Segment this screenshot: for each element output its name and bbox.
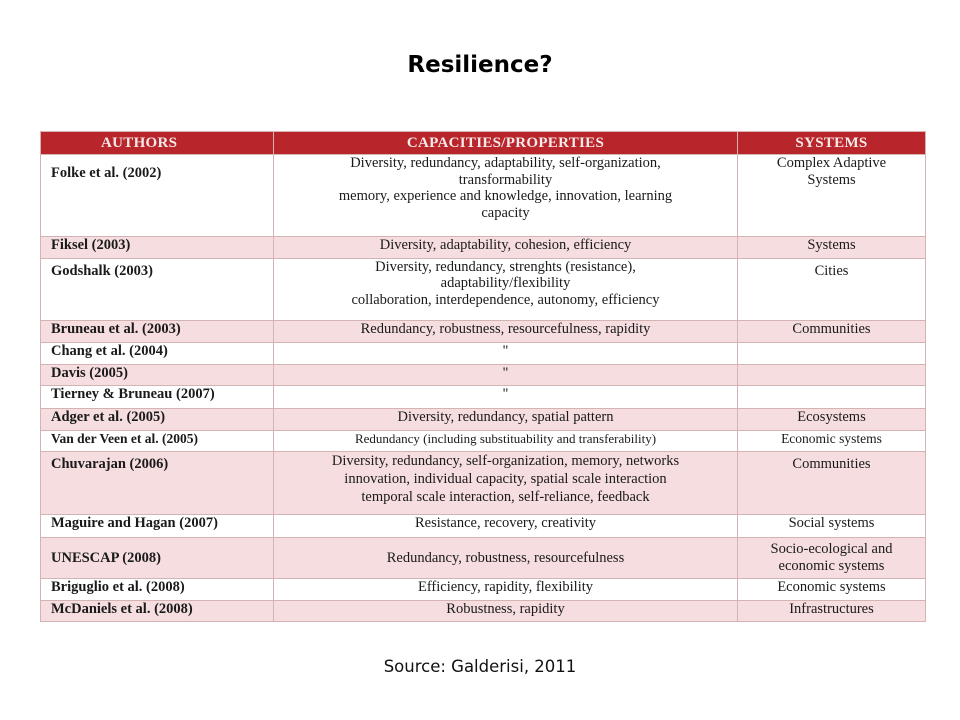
table-row <box>41 537 926 579</box>
table-row <box>41 408 926 430</box>
capacities-cell: " <box>274 386 738 408</box>
slide-title: Resilience? <box>407 52 553 78</box>
capacity-line: Diversity, redundancy, strenghts (resistance), <box>375 258 636 275</box>
author-cell: Chuvarajan (2006) <box>41 452 274 515</box>
table-row <box>41 258 926 321</box>
system-line: Socio-ecological and <box>770 541 893 558</box>
author-cell: UNESCAP (2008) <box>41 537 274 579</box>
systems-cell: Infrastructures <box>738 600 926 621</box>
table-row <box>41 431 926 452</box>
capacity-line: temporal scale interaction, self-reliance, feedback <box>361 489 650 506</box>
resilience-table-container <box>40 131 925 622</box>
capacities-cell <box>274 258 738 321</box>
capacity-line: Diversity, redundancy, self-organization, memory, networks <box>331 453 680 470</box>
author-cell: Adger et al. (2005) <box>41 408 274 430</box>
table-row <box>41 600 926 621</box>
capacity-line: adaptability/flexibility <box>440 275 571 292</box>
systems-cell: Economic systems <box>738 431 926 452</box>
capacities-cell: Efficiency, rapidity, flexibility <box>274 579 738 600</box>
author-cell: Van der Veen et al. (2005) <box>41 431 274 452</box>
system-line: Systems <box>807 171 856 188</box>
table-row <box>41 321 926 342</box>
capacities-cell: " <box>274 365 738 386</box>
capacities-cell: Redundancy, robustness, resourcefulness, rapidity <box>274 321 738 342</box>
system-line: Complex Adaptive <box>776 155 887 171</box>
header-capacities: CAPACITIES/PROPERTIES <box>274 132 738 155</box>
author-cell: Briguglio et al. (2008) <box>41 579 274 600</box>
systems-cell <box>738 365 926 386</box>
capacities-cell: Robustness, rapidity <box>274 600 738 621</box>
table-row <box>41 342 926 364</box>
author-cell: Maguire and Hagan (2007) <box>41 515 274 537</box>
table-row <box>41 515 926 537</box>
capacities-cell: Diversity, redundancy, spatial pattern <box>274 408 738 430</box>
capacities-cell <box>274 452 738 515</box>
capacities-cell: Redundancy, robustness, resourcefulness <box>274 537 738 579</box>
table-body <box>41 155 926 622</box>
capacity-line: transformability <box>458 171 553 188</box>
resilience-table <box>40 131 926 622</box>
author-cell: Folke et al. (2002) <box>41 155 274 237</box>
capacities-cell: Diversity, adaptability, cohesion, efficiency <box>274 237 738 258</box>
capacity-line: memory, experience and knowledge, innovation, learning <box>338 188 673 204</box>
source-caption: Source: Galderisi, 2011 <box>383 657 577 676</box>
systems-cell: Systems <box>738 237 926 258</box>
capacity-line: Diversity, redundancy, adaptability, self-organization, <box>350 155 661 171</box>
systems-cell: Ecosystems <box>738 408 926 430</box>
author-cell: Godshalk (2003) <box>41 258 274 321</box>
capacity-line: innovation, individual capacity, spatial scale interaction <box>344 471 667 488</box>
capacities-cell: " <box>274 342 738 364</box>
systems-cell: Cities <box>738 258 926 321</box>
author-cell: Fiksel (2003) <box>41 237 274 258</box>
systems-cell <box>738 537 926 579</box>
systems-cell <box>738 155 926 237</box>
systems-cell: Social systems <box>738 515 926 537</box>
header-systems: SYSTEMS <box>738 132 926 155</box>
systems-cell: Communities <box>738 452 926 515</box>
systems-cell <box>738 386 926 408</box>
capacity-line: collaboration, interdependence, autonomy, efficiency <box>351 291 660 308</box>
header-authors: AUTHORS <box>41 132 274 155</box>
table-row <box>41 155 926 237</box>
table-row <box>41 452 926 515</box>
table-header-row <box>41 132 926 155</box>
author-cell: Bruneau et al. (2003) <box>41 321 274 342</box>
system-line: economic systems <box>778 557 885 574</box>
author-cell: McDaniels et al. (2008) <box>41 600 274 621</box>
capacities-cell: Redundancy (including substituability and transferability) <box>274 431 738 452</box>
systems-cell: Economic systems <box>738 579 926 600</box>
systems-cell: Communities <box>738 321 926 342</box>
capacities-cell: Resistance, recovery, creativity <box>274 515 738 537</box>
capacity-line: capacity <box>481 204 530 221</box>
table-row <box>41 579 926 600</box>
systems-cell <box>738 342 926 364</box>
author-cell: Davis (2005) <box>41 365 274 386</box>
table-row <box>41 386 926 408</box>
capacities-cell <box>274 155 738 237</box>
author-cell: Chang et al. (2004) <box>41 342 274 364</box>
table-row <box>41 237 926 258</box>
author-cell: Tierney & Bruneau (2007) <box>41 386 274 408</box>
table-row <box>41 365 926 386</box>
